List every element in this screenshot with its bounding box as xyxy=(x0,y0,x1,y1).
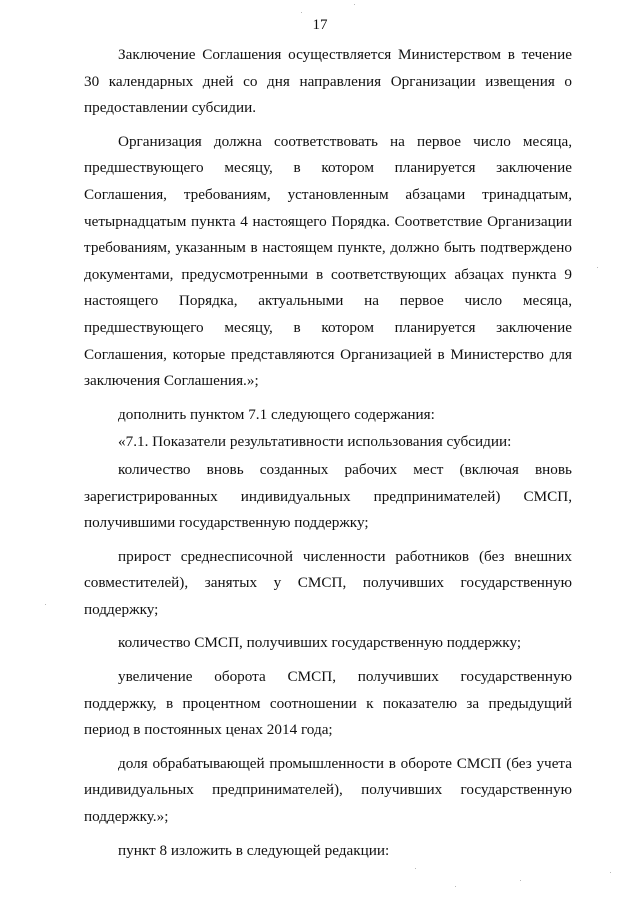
paragraph: количество СМСП, получивших государственную поддержку; xyxy=(118,634,522,652)
document-body xyxy=(84,42,572,864)
paragraph: прирост среднесписочной численности работников (без внешних совместителей), занятых у СМСП, получивших государственную поддержку; xyxy=(84,547,572,618)
paragraph: Заключение Соглашения осуществляется Министерством в течение 30 календарных дней со дня направления Организации извещения о предоставлении субсидии. xyxy=(84,46,572,117)
scan-speck xyxy=(415,868,416,869)
paragraph: дополнить пунктом 7.1 следующего содержания: xyxy=(118,405,435,423)
paragraph: «7.1. Показатели результативности использования субсидии: xyxy=(118,433,512,451)
scan-speck xyxy=(455,886,456,887)
paragraph: количество вновь созданных рабочих мест (включая вновь зарегистрированных индивидуальных предпринимателей) СМСП, получившими государственную поддержку; xyxy=(84,460,572,532)
paragraph: доля обрабатывающей промышленности в обороте СМСП (без учета индивидуальных предпринимателей), получивших государственную поддержку.»; xyxy=(84,754,572,826)
paragraph: Организация должна соответствовать на первое число месяца, предшествующего месяцу, в котором планируется заключение Соглашения, требованиям, установленным абзацами тринадцатым, четырнадцатым пункта 4 настоящего Порядка. Соответствие Организации требованиям, указанным в настоящем пункте, должно быть подтверждено документами, предусмотренными в соответствующих абзацах пункта 9 настоящего Порядка, актуальными на первое число месяца, предшествующего месяцу, в котором планируется заключение Соглашения, которые представляются Организацией в Министерство для заключения Соглашения.»; xyxy=(84,132,572,390)
scan-speck xyxy=(354,4,355,5)
scan-speck xyxy=(301,12,302,13)
paragraph: увеличение оборота СМСП, получивших государственную поддержку, в процентном соотношении к показателю за предыдущий период в постоянных ценах 2014 года; xyxy=(84,668,572,739)
paragraph: пункт 8 изложить в следующей редакции: xyxy=(118,841,390,859)
page-number: 17 xyxy=(312,17,328,33)
scan-speck xyxy=(520,880,521,881)
scan-speck xyxy=(45,604,46,605)
scan-speck xyxy=(610,872,611,873)
scan-speck xyxy=(597,267,598,268)
